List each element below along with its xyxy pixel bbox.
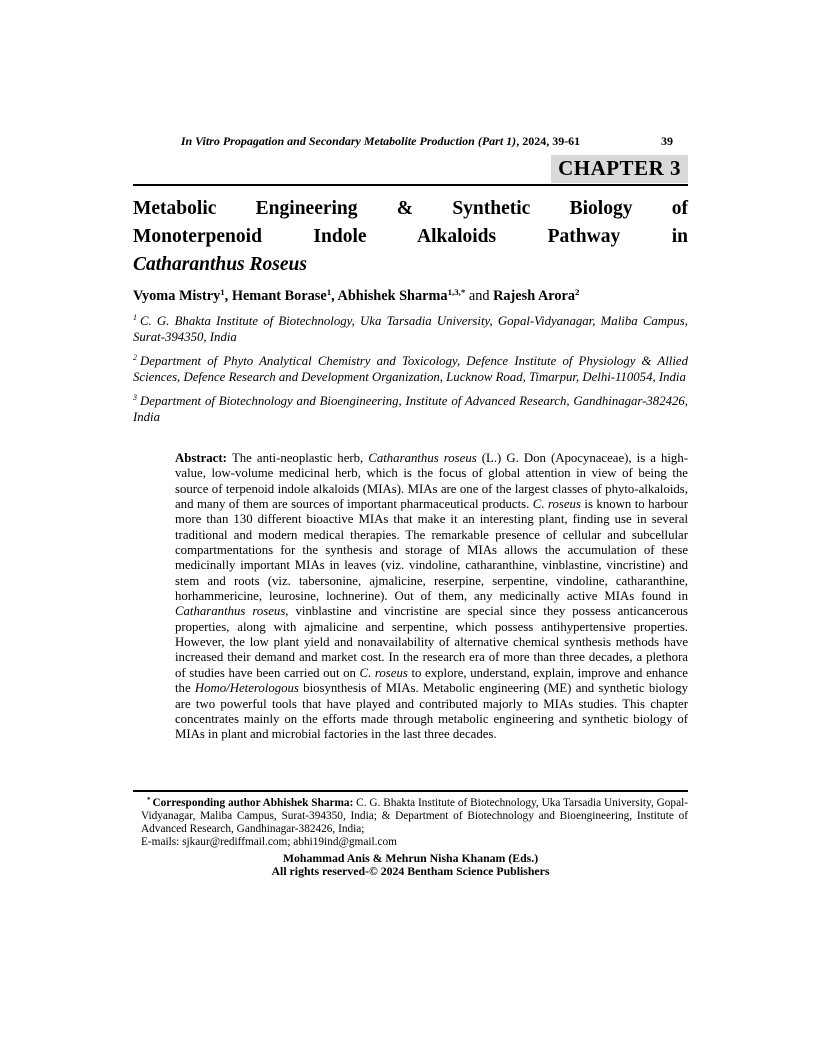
author-affiliation-marker: 1,3,* [447,287,466,297]
publisher-rights: All rights reserved-© 2024 Bentham Science Publishers [271,864,550,878]
chapter-title [133,195,688,279]
footnote-main-text [141,794,688,836]
abstract-label: Abstract: [175,451,232,465]
abstract-text: (L.) G. Don (Apocynaceae), is a high-value, low-volume medicinal herb, which is the focus of global attention in view of being the source of terpenoid indole alkaloids (MIAs). MIAs are one of the largest classes of phyto-alkaloids, and many of them are sources of important pharmaceutical products. [175,451,688,512]
abstract-text: biosynthesis of MIAs. Metabolic engineering (ME) and synthetic biology are two powerful tools that have played and contributed majorly to MIAs studies. This chapter concentrates mainly on the efforts made through metabolic engineering and synthetic biology of MIAs in plant and microbial factories in the last three decades. [175,681,688,742]
affiliation-3-marker: 3 [133,393,137,402]
footnote-lead: Corresponding author Abhishek Sharma: [152,797,357,809]
affiliation-2 [133,350,688,385]
species-name: Catharanthus roseus [175,604,286,619]
author-name: Rajesh Arora [493,288,576,304]
footnote-rule [133,790,688,792]
author-affiliation-marker: 2 [575,287,580,297]
species-name: C. roseus [359,665,408,680]
abstract-text: is known to harbour more than 130 different bioactive MIAs that make it an interesting plant, finding use in several traditional and modern medical therapies. The remarkable presence of cellular and subcellular compartmentations for the synthesis and storage of MIAs allows the accumulation of these medicinally important MIAs in leaves (viz. vindoline, catharanthine, vinblastine, vincristine) and stem and roots (viz. tabersonine, ajmalicine, reserpine, serpentine, vindoline, catharanthine, horhammericine, leurosine, lochnerine). Out of them, any medicinally active MIAs found in [175,497,688,604]
authors-conjunction: and [465,288,494,304]
chapter-rule [133,184,688,186]
abstract-text: to explore, understand, explain, improve and enhance the [175,665,688,696]
abstract-text: The anti-neoplastic herb, [231,451,369,465]
chapter-title-line3-species: Catharanthus Roseus [133,254,307,275]
author-name: , Hemant Borase [224,288,327,304]
chapter-badge: CHAPTER 3 [551,155,688,183]
abstract-paragraph [175,451,688,743]
affiliation-3 [133,390,688,425]
running-head-book-title: In Vitro Propagation and Secondary Metabolite Production (Part 1) [180,134,517,148]
affiliation-1-marker: 1 [133,313,137,322]
chapter-title-line2: Monoterpenoid Indole Alkaloids Pathway in [133,226,688,247]
corresponding-author-footnote [141,794,688,849]
species-name: Catharanthus roseus [368,451,477,465]
author-affiliation-marker: 1 [326,287,332,297]
publisher-editors: Mohammad Anis & Mehrun Nisha Khanam (Eds.) [282,851,539,865]
emphasis-term: Homo/Heterologous [194,681,299,696]
authors-line [133,287,688,305]
affiliation-3-text: Department of Biotechnology and Bioengineering, Institute of Advanced Research, Gandhinagar-382426, India [133,394,688,424]
author-name: , Abhishek Sharma [331,288,448,304]
affiliation-1 [133,310,688,345]
running-head-issue-info: , 2024, 39-61 [516,134,581,148]
abstract-text: , vinblastine and vincristine are special since they possess anticancerous properties, along with ajmalicine and serpentine, which possess antihypertensive properties. However, the low plant yield and nonavailability of alternative chemical synthesis methods have increased their demand and market cost. In the research era of more than three decades, a plethora of studies have been carried out on [175,604,688,680]
publisher-block [133,852,688,878]
species-name: C. roseus [532,497,581,512]
chapter-title-line1: Metabolic Engineering & Synthetic Biology of [133,198,688,219]
running-head [133,134,688,149]
footnote-marker: * [147,796,151,804]
author-affiliation-marker: 1 [220,287,225,297]
footnote-body: C. G. Bhakta Institute of Biotechnology, Uka Tarsadia University, Gopal-Vidyanagar, Maliba Campus, Surat-394350, India; & Department of Biotechnology and Bioengineering, Institute of Advanced Research, Gandhinagar-382426, India; [141,797,688,835]
running-head-text [133,134,688,149]
affiliation-1-text: C. G. Bhakta Institute of Biotechnology, Uka Tarsadia University, Gopal-Vidyanagar, Maliba Campus, Surat-394350, India [133,314,688,344]
author-name: Vyoma Mistry [133,288,221,304]
footnote-emails: E-mails: sjkaur@rediffmail.com; abhi19ind@gmail.com [141,836,397,848]
affiliations-block [133,310,688,430]
affiliation-2-marker: 2 [133,353,137,362]
affiliation-2-text: Department of Phyto Analytical Chemistry and Toxicology, Defence Institute of Physiology & Allied Sciences, Defence Research and Development Organization, Lucknow Road, Timarpur, Delhi-110054, India [133,354,688,384]
page-number: 39 [661,134,673,148]
